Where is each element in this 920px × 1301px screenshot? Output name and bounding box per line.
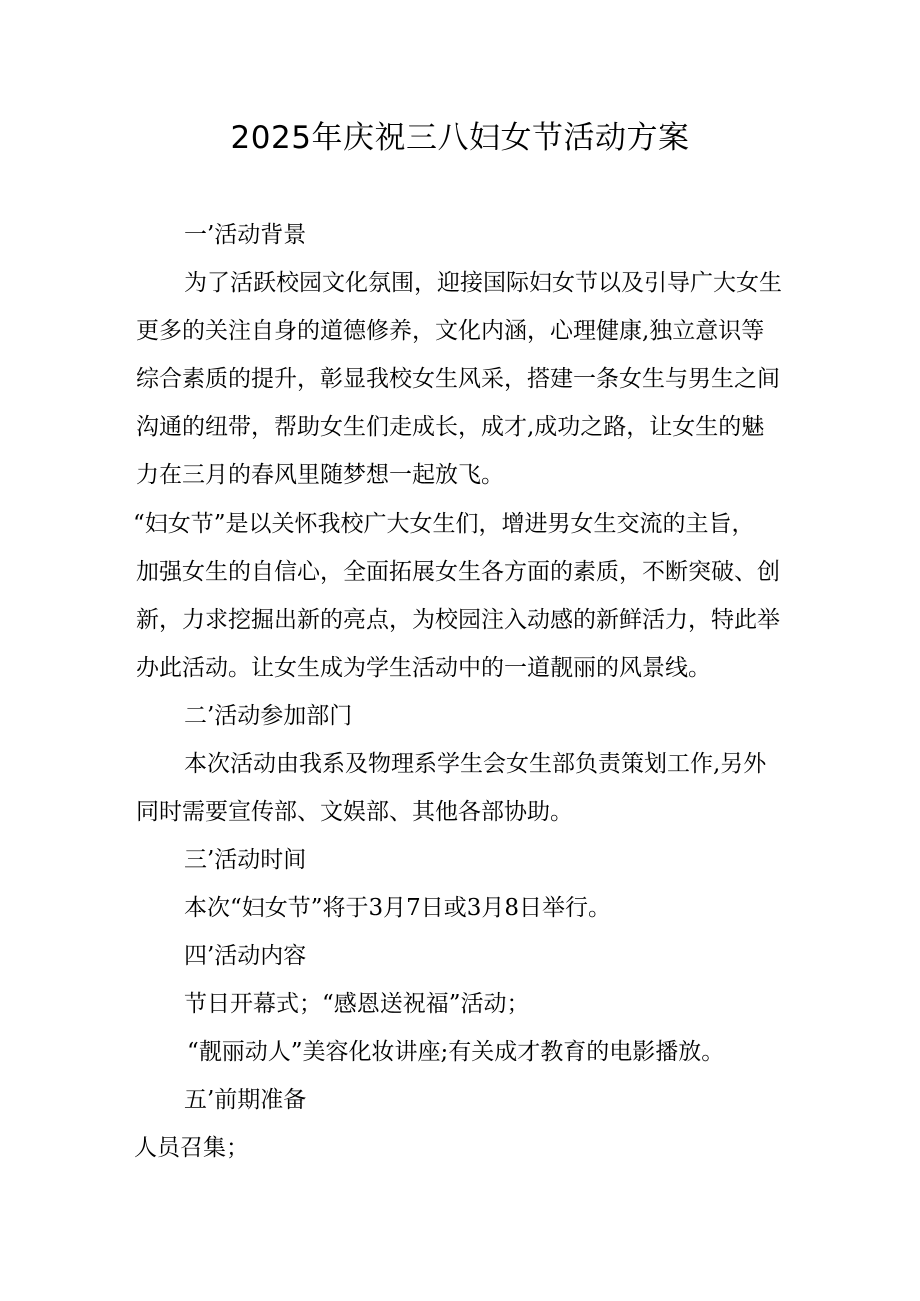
section-heading-time: 三’活动时间 bbox=[184, 847, 307, 873]
section-heading-background: 一’活动背景 bbox=[184, 222, 307, 248]
paragraph-line: 同时需要宣传部、文娱部、其他各部协助。 bbox=[136, 799, 573, 825]
paragraph-line: 力在三月的春风里随梦想一起放飞。 bbox=[136, 462, 504, 488]
section-heading-content: 四’活动内容 bbox=[184, 943, 307, 969]
paragraph-line: 综合素质的提升，彰显我校女生风采，搭建一条女生与男生之间 bbox=[136, 366, 780, 392]
section-heading-preparation: 五’前期准备 bbox=[184, 1087, 307, 1113]
paragraph-line: 新，力求挖掘出新的亮点，为校园注入动感的新鲜活力，特此举 bbox=[136, 607, 780, 633]
paragraph-line: 更多的关注自身的道德修养，文化内涵，心理健康,独立意识等 bbox=[136, 318, 765, 344]
paragraph-line: 本次“妇女节”将于3月7日或3月8日举行。 bbox=[184, 895, 612, 921]
paragraph-line: 沟通的纽带，帮助女生们走成长，成才,成功之路，让女生的魅 bbox=[136, 414, 765, 440]
paragraph-line: 为了活跃校园文化氛围，迎接国际妇女节以及引导广大女生 bbox=[184, 270, 782, 296]
paragraph-line: 办此活动。让女生成为学生活动中的一道靓丽的风景线。 bbox=[136, 655, 711, 681]
paragraph-line: 本次活动由我系及物理系学生会女生部负责策划工作,另外 bbox=[184, 751, 767, 777]
paragraph-line: 节日开幕式；“感恩送祝福”活动； bbox=[184, 991, 530, 1017]
section-heading-departments: 二’活动参加部门 bbox=[184, 703, 353, 729]
page-title: 2025年庆祝三八妇女节活动方案 bbox=[230, 120, 690, 156]
paragraph-line: “靓丽动人”美容化妆讲座;有关成才教育的电影播放。 bbox=[187, 1039, 725, 1065]
paragraph-line: 加强女生的自信心，全面拓展女生各方面的素质，不断突破、创 bbox=[136, 559, 780, 585]
paragraph-line: “妇女节”是以关怀我校广大女生们，增进男女生交流的主旨， bbox=[133, 511, 755, 537]
paragraph-line: 人员召集； bbox=[134, 1135, 249, 1161]
